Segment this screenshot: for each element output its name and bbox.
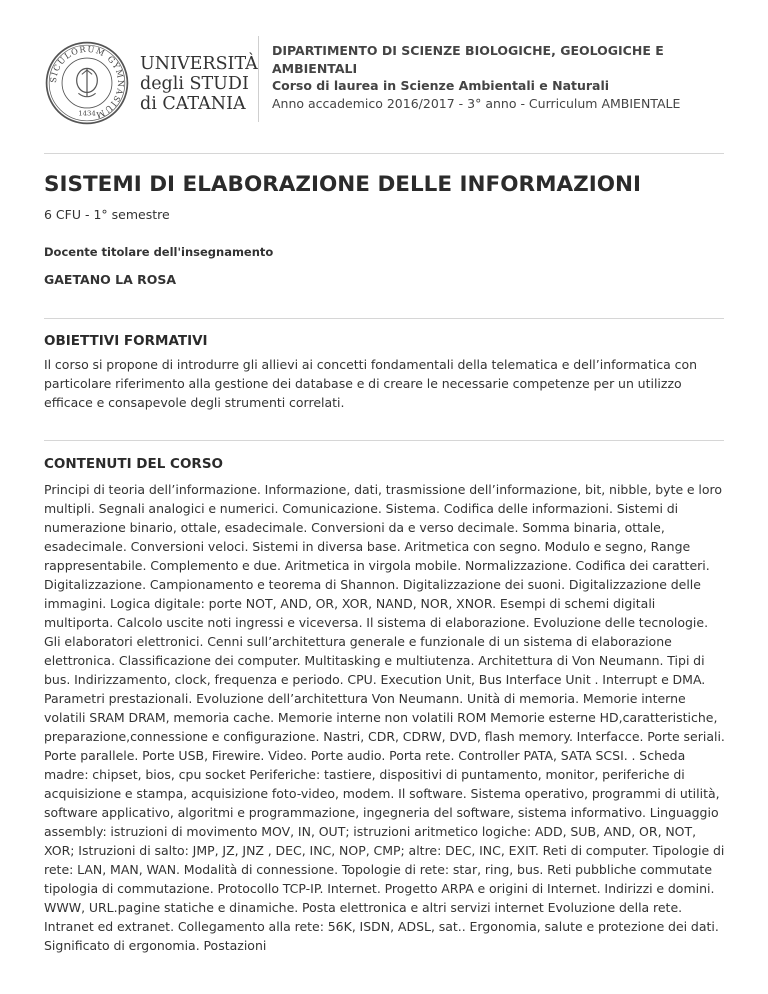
divider bbox=[44, 318, 724, 319]
divider bbox=[44, 153, 724, 154]
course-credits: 6 CFU - 1° semestre bbox=[44, 207, 170, 222]
objectives-text: Il corso si propone di introdurre gli allievi ai concetti fondamentali della telematica e dell’informatica con particolare riferimento alla gestione dei database e di creare le necessarie competenze per un utilizzo efficace e consapevole degli strumenti correlati. bbox=[44, 357, 698, 410]
teacher-label: Docente titolare dell'insegnamento bbox=[44, 245, 274, 259]
contents-text: Principi di teoria dell’informazione. Informazione, dati, trasmissione dell’informazione, bit, nibble, byte e loro multipli. Segnali analogici e numerici. Comunicazione. Sistema. Codifica delle informazioni. Sistemi di numerazione binario, ottale, esadecimale. Conversioni da e verso decimale. Somma binaria, ottale, esadecimale. Conversioni veloci. Sistemi in diversa base. Aritmetica con segno. Modulo e segno, Range rappresentabile. Complemento e due. Aritmetica in virgola mobile. Normalizzazione. Codifica dei caratteri. Digitalizzazione. Campionamento e teorema di Shannon. Digitalizzazione dei suoni. Digitalizzazione delle immagini. Logica digitale: porte NOT, AND, OR, XOR, NAND, NOR, XNOR. Esempi di schemi digitali multiporta. Calcolo uscite noti ingressi e viceversa. Il sistema di elaborazione. Evoluzione delle tecnologie. Gli elaboratori elettronici. Cenni sull’architettura generale e funzionale di un sistema di elaborazione elettronica. Classificazione dei computer. Multitasking e multiutenza. Architettura di Von Neumann. Tipi di bus. Indirizzamento, clock, frequenza e periodo. CPU. Execution Unit, Bus Interface Unit . Interrupt e DMA. Parametri prestazionali. Evoluzione dell’architettura Von Neumann. Unità di memoria. Memorie interne volatili SRAM DRAM, memoria cache. Memorie interne non volatili ROM Memorie esterne HD,caratteristiche, preparazione,connessione e configurazione. Nastri, CDR, CDRW, DVD, flash memory. Interfacce. Porte seriali. Porte parallele. Porte USB, Firewire. Video. Porte audio. Porta rete. Controller PATA, SATA SCSI. . Scheda madre: chipset, bios, cpu socket Periferiche: tastiere, dispositivi di puntamento, monitor, periferiche di acquisizione e stampa, acquisizione foto-video, modem. Il software. Sistema operativo, programmi di utilità, software applicativo, algoritmi e programmazione, ingegneria del software, sistema informativo. Linguaggio assembly: istruzioni di movimento MOV, IN, OUT; istruzioni aritmetico logiche: ADD, SUB, AND, OR, NOT, XOR; Istruzioni di salto: JMP, JZ, JNZ , DEC, INC, NOP, CMP; altre: DEC, INC, EXIT. Reti di computer. Tipologie di rete: LAN, MAN, WAN. Modalità di connessione. Topologie di rete: star, ring, bus. Reti pubbliche commutate tipologia di commutazione. Protocollo TCP-IP. Internet. Progetto ARPA e origini di Internet. Indirizzi e domini. WWW, URL.pagine statiche e dinamiche. Posta elettronica e altri servizi internet Evoluzione della rete. Intranet ed extranet. Collegamento alla rete: 56K, ISDN, ADSL, sat.. Ergonomia, salute e protezione dei dati. Significato di ergonomia. Postazioni bbox=[44, 482, 725, 953]
university-name bbox=[140, 54, 258, 114]
header-divider bbox=[258, 36, 259, 122]
svg-text:SICULORUM GYMNASIUM: SICULORUM GYMNASIUM bbox=[47, 43, 127, 121]
university-seal-icon bbox=[44, 40, 130, 126]
page-header bbox=[44, 36, 724, 126]
department-name: DIPARTIMENTO DI SCIENZE BIOLOGICHE, GEOLOGICHE E AMBIENTALI bbox=[272, 43, 664, 76]
svg-text:1434: 1434 bbox=[78, 109, 96, 118]
university-name-line: di CATANIA bbox=[140, 94, 246, 114]
teacher-name: GAETANO LA ROSA bbox=[44, 272, 177, 287]
objectives-title: OBIETTIVI FORMATIVI bbox=[44, 333, 208, 349]
department-info bbox=[272, 42, 724, 112]
university-logo[interactable] bbox=[44, 40, 258, 126]
course-title: SISTEMI DI ELABORAZIONE DELLE INFORMAZIONI bbox=[44, 172, 641, 197]
contents-title: CONTENUTI DEL CORSO bbox=[44, 456, 224, 472]
academic-year: Anno accademico 2016/2017 - 3° anno - Curriculum AMBIENTALE bbox=[272, 95, 681, 111]
university-name-line: UNIVERSITÀ bbox=[140, 54, 258, 74]
degree-course: Corso di laurea in Scienze Ambientali e Naturali bbox=[272, 78, 610, 93]
divider bbox=[44, 440, 724, 441]
university-name-line: degli STUDI bbox=[140, 74, 249, 94]
